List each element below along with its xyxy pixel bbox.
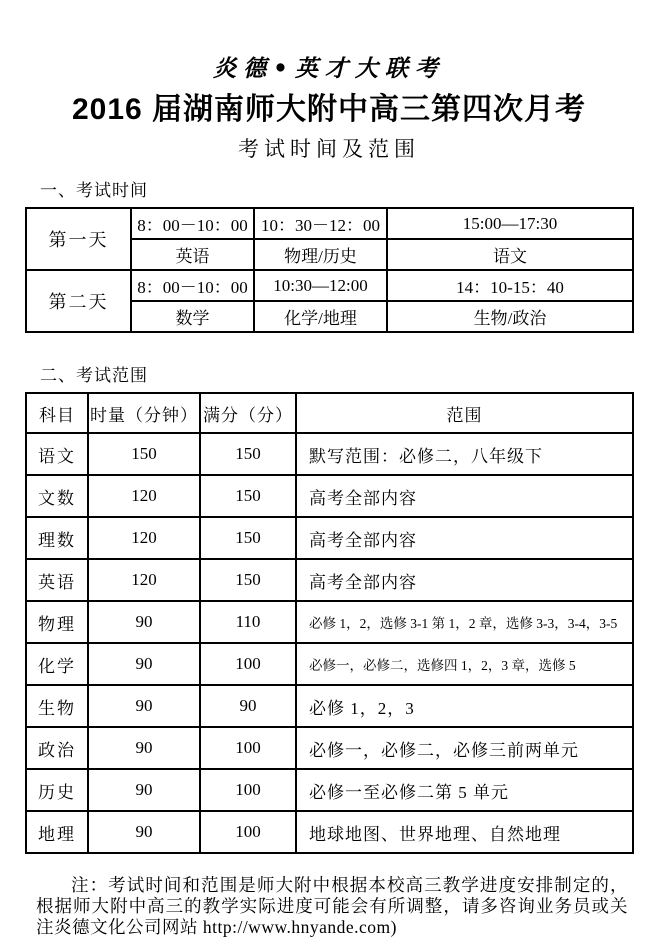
subject-name: 物理: [26, 601, 88, 643]
table-row: [26, 475, 633, 517]
subject-score: 100: [200, 643, 296, 685]
day-2-subject-2: 化学/地理: [254, 301, 387, 332]
column-header-scope: 范围: [296, 393, 633, 433]
table-row: [26, 727, 633, 769]
subject-name: 历史: [26, 769, 88, 811]
table-row: [26, 559, 633, 601]
day-1-subject-3: 语文: [387, 239, 633, 270]
table-row: [26, 685, 633, 727]
table-row: [26, 433, 633, 475]
subject-name: 理数: [26, 517, 88, 559]
table-row: [26, 769, 633, 811]
subject-scope: 高考全部内容: [296, 517, 633, 559]
table-row: [26, 811, 633, 853]
exam-scope-table: [25, 392, 634, 854]
day-2-time-slot-1: 8：00－10：00: [131, 270, 254, 301]
subject-duration: 150: [88, 433, 200, 475]
table-row: [26, 643, 633, 685]
subject-name: 文数: [26, 475, 88, 517]
subject-duration: 120: [88, 475, 200, 517]
day-1-time-slot-3: 15:00—17:30: [387, 208, 633, 239]
subject-score: 100: [200, 769, 296, 811]
subject-score: 150: [200, 475, 296, 517]
subject-duration: 90: [88, 601, 200, 643]
subject-scope: 必修 1，2，选修 3-1 第 1，2 章，选修 3-3，3-4，3-5: [296, 601, 633, 643]
brand-title: 炎德•英才大联考: [213, 55, 445, 82]
footer-note: 注：考试时间和范围是师大附中根据本校高三教学进度安排制定的，根据师大附中高三的教学实际进度可能会有所调整，请多咨询业务员或关注炎德文化公司网站 http://www.hnyande.com): [36, 875, 628, 937]
subject-name: 地理: [26, 811, 88, 853]
table-header-row: [26, 393, 633, 433]
subject-duration: 120: [88, 559, 200, 601]
table-row: [26, 517, 633, 559]
column-header-score: 满分（分）: [200, 393, 296, 433]
subject-score: 150: [200, 517, 296, 559]
section-heading-exam-scope: 二、考试范围: [40, 366, 148, 385]
page-subtitle: 考试时间及范围: [238, 137, 420, 161]
day-1-label: 第一天: [26, 208, 131, 270]
subject-scope: 默写范围：必修二，八年级下: [296, 433, 633, 475]
day-2-time-slot-3: 14：10-15：40: [387, 270, 633, 301]
subject-scope: 必修一至必修二第 5 单元: [296, 769, 633, 811]
table-row: [26, 270, 633, 301]
subject-name: 政治: [26, 727, 88, 769]
column-header-subject: 科目: [26, 393, 88, 433]
subject-scope: 地球地图、世界地理、自然地理: [296, 811, 633, 853]
subject-name: 化学: [26, 643, 88, 685]
subject-duration: 90: [88, 769, 200, 811]
page-title: 2016 届湖南师大附中高三第四次月考: [71, 93, 587, 126]
day-1-subject-1: 英语: [131, 239, 254, 270]
subject-scope: 高考全部内容: [296, 559, 633, 601]
subject-score: 100: [200, 811, 296, 853]
subject-score: 90: [200, 685, 296, 727]
column-header-duration: 时量（分钟）: [88, 393, 200, 433]
table-row: [26, 208, 633, 239]
day-2-subject-1: 数学: [131, 301, 254, 332]
section-heading-exam-time: 一、考试时间: [40, 181, 148, 200]
subject-scope: 必修一，必修二，必修三前两单元: [296, 727, 633, 769]
subject-duration: 90: [88, 727, 200, 769]
subject-score: 110: [200, 601, 296, 643]
subject-name: 生物: [26, 685, 88, 727]
subject-duration: 90: [88, 643, 200, 685]
subject-scope: 高考全部内容: [296, 475, 633, 517]
subject-score: 150: [200, 433, 296, 475]
subject-duration: 120: [88, 517, 200, 559]
subject-score: 150: [200, 559, 296, 601]
subject-name: 语文: [26, 433, 88, 475]
subject-name: 英语: [26, 559, 88, 601]
subject-duration: 90: [88, 811, 200, 853]
day-1-subject-2: 物理/历史: [254, 239, 387, 270]
day-1-time-slot-1: 8：00－10：00: [131, 208, 254, 239]
day-2-subject-3: 生物/政治: [387, 301, 633, 332]
day-1-time-slot-2: 10：30－12：00: [254, 208, 387, 239]
subject-scope: 必修一，必修二，选修四 1，2，3 章，选修 5: [296, 643, 633, 685]
table-row: [26, 601, 633, 643]
exam-time-table: [25, 207, 634, 333]
subject-score: 100: [200, 727, 296, 769]
subject-scope: 必修 1，2，3: [296, 685, 633, 727]
day-2-time-slot-2: 10:30—12:00: [254, 270, 387, 301]
subject-duration: 90: [88, 685, 200, 727]
day-2-label: 第二天: [26, 270, 131, 332]
